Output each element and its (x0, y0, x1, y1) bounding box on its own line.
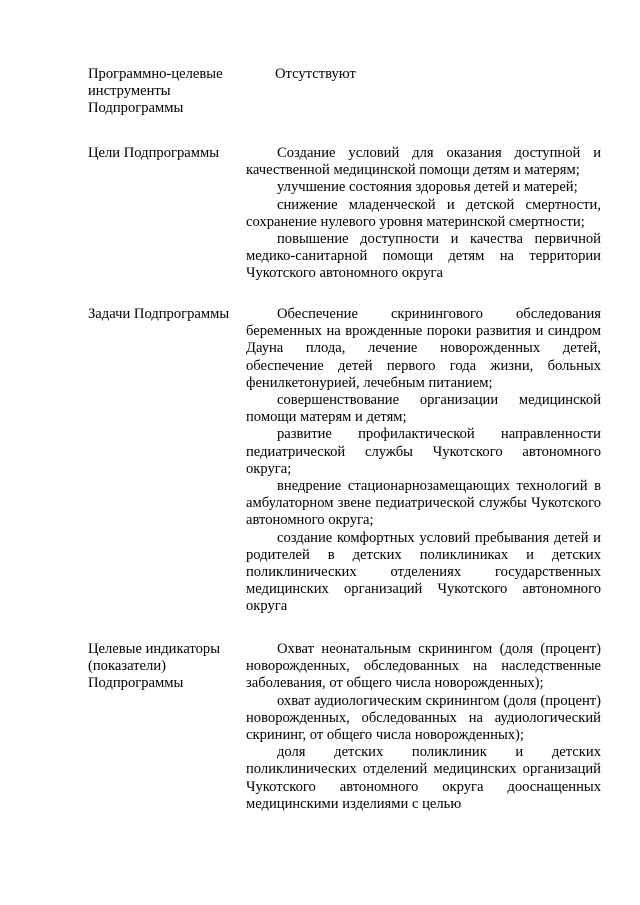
row-label-line: Цели Подпрограммы (88, 145, 220, 161)
row-label-line: инструменты (88, 83, 171, 100)
row-label (88, 641, 238, 693)
row-value (246, 306, 601, 616)
row-paragraph: внедрение стационарнозамещающих технологий в амбулаторном звене педиатрической службы Чукотского автономного округа; (246, 478, 601, 529)
row-paragraph: Охват неонатальным скринингом (доля (процент) новорожденных, обследованных на наследственные заболевания, от общего числа новорожденных); (246, 641, 601, 692)
row-label (88, 145, 238, 162)
row-label (88, 66, 238, 118)
row-paragraph: Обеспечение скринингового обследования беременных на врожденные пороки развития и синдром Дауна плода, лечение новорожденных детей, обеспечение детей первого года жизни, больных фенилкетонурией, лечебным питанием; (246, 306, 601, 391)
row-paragraph: доля детских поликлиник и детских поликлинических отделений медицинских организаций Чукотского автономного округа дооснащенных медицинскими изделиями с целью (246, 744, 601, 812)
row-label-line: Программно-целевые (88, 66, 223, 82)
row-value (246, 145, 601, 283)
row-value (246, 641, 601, 813)
row-value (246, 66, 601, 83)
row-label-line: Подпрограммы (88, 100, 184, 117)
row-paragraph: развитие профилактической направленности педиатрической службы Чукотского автономного округа; (246, 426, 601, 477)
row-label-line: (показатели) (88, 658, 166, 675)
row-paragraph: совершенствование организации медицинской помощи матерям и детям; (246, 392, 601, 426)
row-label-line: Подпрограммы (88, 675, 184, 692)
row-paragraph: создание комфортных условий пребывания детей и родителей в детских поликлиниках и детских поликлинических отделениях государственных медицинских организаций Чукотского автономного округа (246, 529, 601, 615)
row-paragraph: охват аудиологическим скринингом (доля (процент) новорожденных, обследованных на аудиологический скрининг, от общего числа новорожденных); (246, 692, 601, 744)
row-paragraph: снижение младенческой и детской смертности, сохранение нулевого уровня материнской смертности; (246, 196, 601, 230)
row-paragraph: Создание условий для оказания доступной и качественной медицинской помощи детям и матерям; (246, 145, 601, 179)
row-paragraph: Отсутствуют (275, 66, 356, 82)
row-label-line: Задачи Подпрограммы (88, 306, 230, 322)
row-paragraph: повышение доступности и качества первичной медико-санитарной помощи детям на территории Чукотского автономного округа (246, 231, 601, 282)
row-paragraph: улучшение состояния здоровья детей и матерей; (277, 179, 578, 196)
row-label-line: Целевые индикаторы (88, 641, 221, 657)
row-label (88, 306, 238, 323)
